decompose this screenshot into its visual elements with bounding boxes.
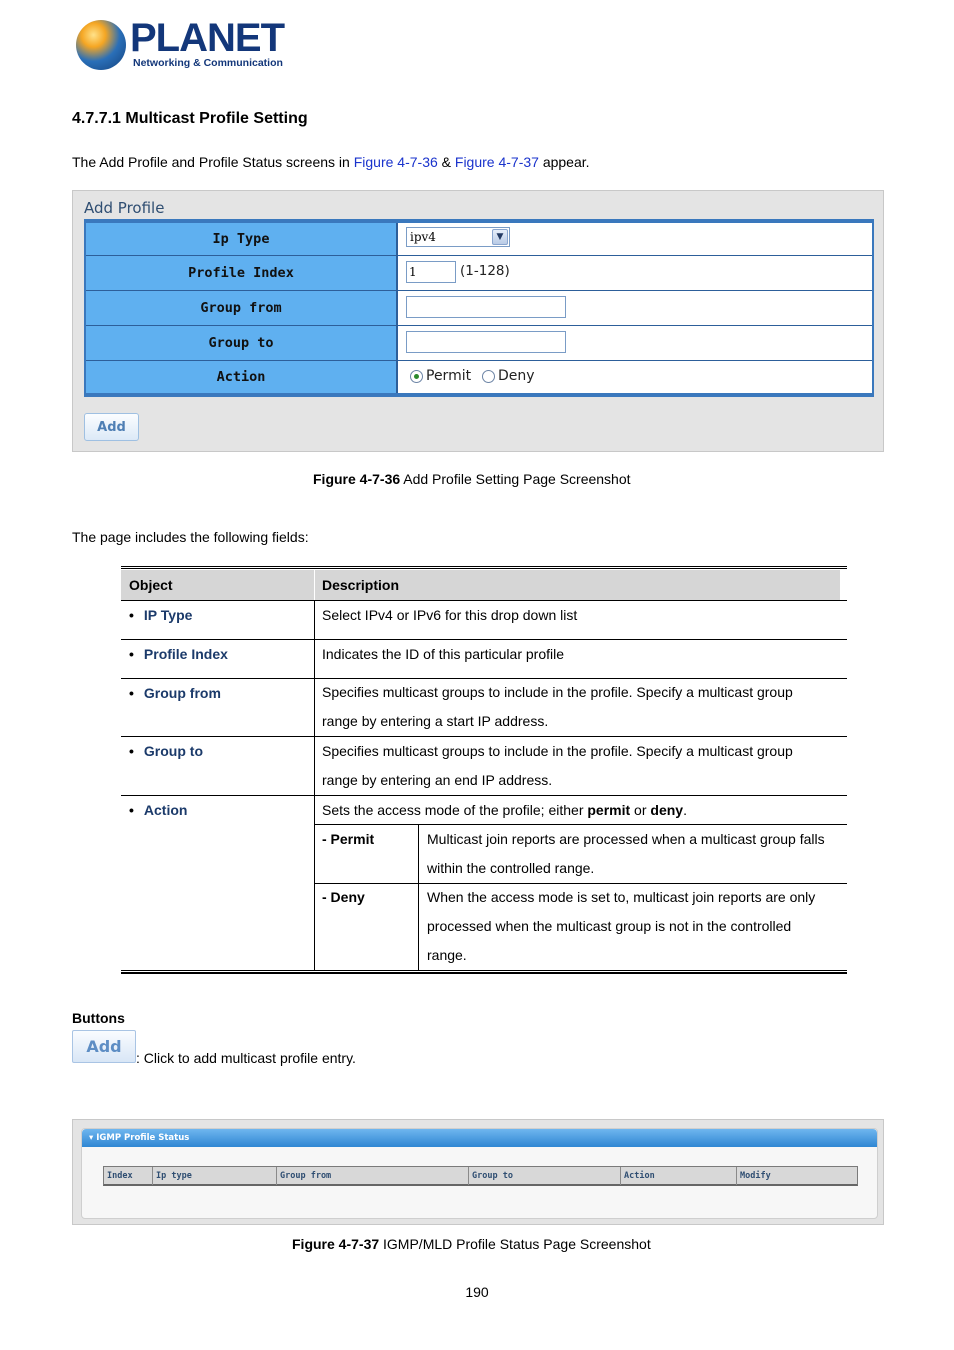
column-header-group-to: Group to <box>468 1167 620 1185</box>
sub-column-divider <box>418 824 419 970</box>
logo-wordmark: PLANET <box>130 16 284 60</box>
intro-suffix: appear. <box>538 154 590 170</box>
column-header-group-from: Group from <box>276 1167 468 1185</box>
sub-row-name: - Permit <box>322 831 375 847</box>
table-header <box>121 570 840 600</box>
add-button-sample[interactable]: Add <box>72 1030 136 1063</box>
add-profile-form <box>84 219 874 397</box>
description-line: range. <box>427 947 467 963</box>
table-row-description <box>322 737 793 795</box>
add-profile-panel <box>72 190 884 452</box>
planet-logo <box>76 16 284 74</box>
profile-index-row <box>86 256 872 291</box>
figure-4-7-37-link[interactable]: Figure 4-7-37 <box>454 154 539 170</box>
sub-row-description <box>427 883 815 970</box>
description-text: . <box>683 802 687 818</box>
action-field <box>400 361 872 393</box>
add-profile-title: Add Profile <box>84 199 165 217</box>
profile-status-title: IGMP Profile Status <box>96 1133 190 1143</box>
permit-radio[interactable] <box>410 370 423 383</box>
description-line: Specifies multicast groups to include in the profile. Specify a multicast group <box>322 743 793 759</box>
column-divider <box>314 600 315 970</box>
group-to-label: Group to <box>86 326 398 360</box>
table-row-object: • Group to <box>129 743 203 759</box>
description-line: processed when the multicast group is not in the controlled <box>427 918 792 934</box>
header-divider <box>314 570 315 600</box>
table-row-object: • IP Type <box>129 607 192 623</box>
description-line: Specifies multicast groups to include in the profile. Specify a multicast group <box>322 684 793 700</box>
figure-caption-4-7-37 <box>292 1236 651 1252</box>
sub-row-name: - Deny <box>322 889 365 905</box>
profile-status-inner <box>81 1128 878 1219</box>
description-line: within the controlled range. <box>427 860 595 876</box>
ip-type-field <box>400 223 872 255</box>
action-row <box>86 361 872 393</box>
column-header-ip-type: Ip type <box>152 1167 276 1185</box>
caption-figure-number: Figure 4-7-37 <box>292 1236 380 1252</box>
fields-intro-text: The page includes the following fields: <box>72 529 309 545</box>
intro-prefix: The Add Profile and Profile Status screens in <box>72 154 354 170</box>
logo-tagline: Networking & Communication <box>133 57 283 69</box>
column-header-index: Index <box>107 1171 133 1181</box>
group-to-input[interactable] <box>406 331 566 353</box>
action-label: Action <box>86 361 398 393</box>
description-keyword-permit: permit <box>587 802 631 818</box>
fields-description-table <box>121 566 847 974</box>
group-to-field <box>400 326 872 360</box>
column-header-action: Action <box>620 1167 736 1185</box>
group-to-row <box>86 326 872 361</box>
profile-index-input[interactable]: 1 <box>406 261 456 283</box>
profile-status-table-header <box>103 1166 858 1186</box>
group-from-label: Group from <box>86 291 398 325</box>
collapse-triangle-icon[interactable]: ▾ <box>89 1133 97 1143</box>
profile-status-titlebar[interactable] <box>82 1129 877 1147</box>
description-text: Sets the access mode of the profile; either <box>322 802 588 818</box>
table-bottom-border <box>121 970 847 974</box>
caption-text: Add Profile Setting Page Screenshot <box>400 471 631 487</box>
intro-paragraph <box>72 154 590 170</box>
description-text: or <box>630 802 651 818</box>
table-row-object: • Action <box>129 802 187 818</box>
table-row-description <box>322 678 793 736</box>
header-object: Object <box>129 577 173 593</box>
sub-row-description <box>427 825 825 883</box>
chevron-down-icon[interactable]: ▼ <box>492 229 508 245</box>
table-row-description: Select IPv4 or IPv6 for this drop down list <box>322 607 578 623</box>
profile-status-panel <box>72 1119 884 1225</box>
description-line: When the access mode is set to, multicast join reports are only <box>427 889 816 905</box>
section-title: 4.7.7.1 Multicast Profile Setting <box>72 110 308 127</box>
deny-radio[interactable] <box>482 370 495 383</box>
ip-type-label: Ip Type <box>86 223 398 255</box>
intro-between: & <box>437 154 455 170</box>
page-number: 190 <box>465 1284 489 1300</box>
caption-text: IGMP/MLD Profile Status Page Screenshot <box>379 1236 651 1252</box>
buttons-title: Buttons <box>72 1010 125 1026</box>
figure-caption-4-7-36 <box>313 471 631 487</box>
permit-radio-label[interactable]: Permit <box>426 368 472 384</box>
description-line: range by entering a start IP address. <box>322 713 549 729</box>
description-keyword-deny: deny <box>650 802 684 818</box>
table-row-description <box>322 796 687 825</box>
table-row-object: • Profile Index <box>129 646 228 662</box>
profile-index-range-hint: (1-128) <box>460 263 510 279</box>
add-profile-button[interactable]: Add <box>84 413 139 441</box>
ip-type-selected-value: ipv4 <box>410 230 436 244</box>
description-line: Multicast join reports are processed when a multicast group falls <box>427 831 825 847</box>
group-from-row <box>86 291 872 326</box>
group-from-input[interactable] <box>406 296 566 318</box>
profile-index-label: Profile Index <box>86 256 398 290</box>
profile-index-field <box>400 256 872 290</box>
group-from-field <box>400 291 872 325</box>
ip-type-select[interactable] <box>406 227 510 247</box>
description-line: range by entering an end IP address. <box>322 772 553 788</box>
globe-logo-icon <box>76 20 126 70</box>
table-row-description: Indicates the ID of this particular profile <box>322 646 565 662</box>
table-row-object: • Group from <box>129 685 221 701</box>
deny-radio-label[interactable]: Deny <box>498 368 535 384</box>
figure-4-7-36-link[interactable]: Figure 4-7-36 <box>353 154 438 170</box>
caption-figure-number: Figure 4-7-36 <box>313 471 401 487</box>
ip-type-row <box>86 223 872 256</box>
header-description: Description <box>322 577 400 593</box>
table-top-border <box>121 566 847 569</box>
column-header-modify: Modify <box>736 1167 857 1185</box>
add-button-description: : Click to add multicast profile entry. <box>136 1050 356 1066</box>
